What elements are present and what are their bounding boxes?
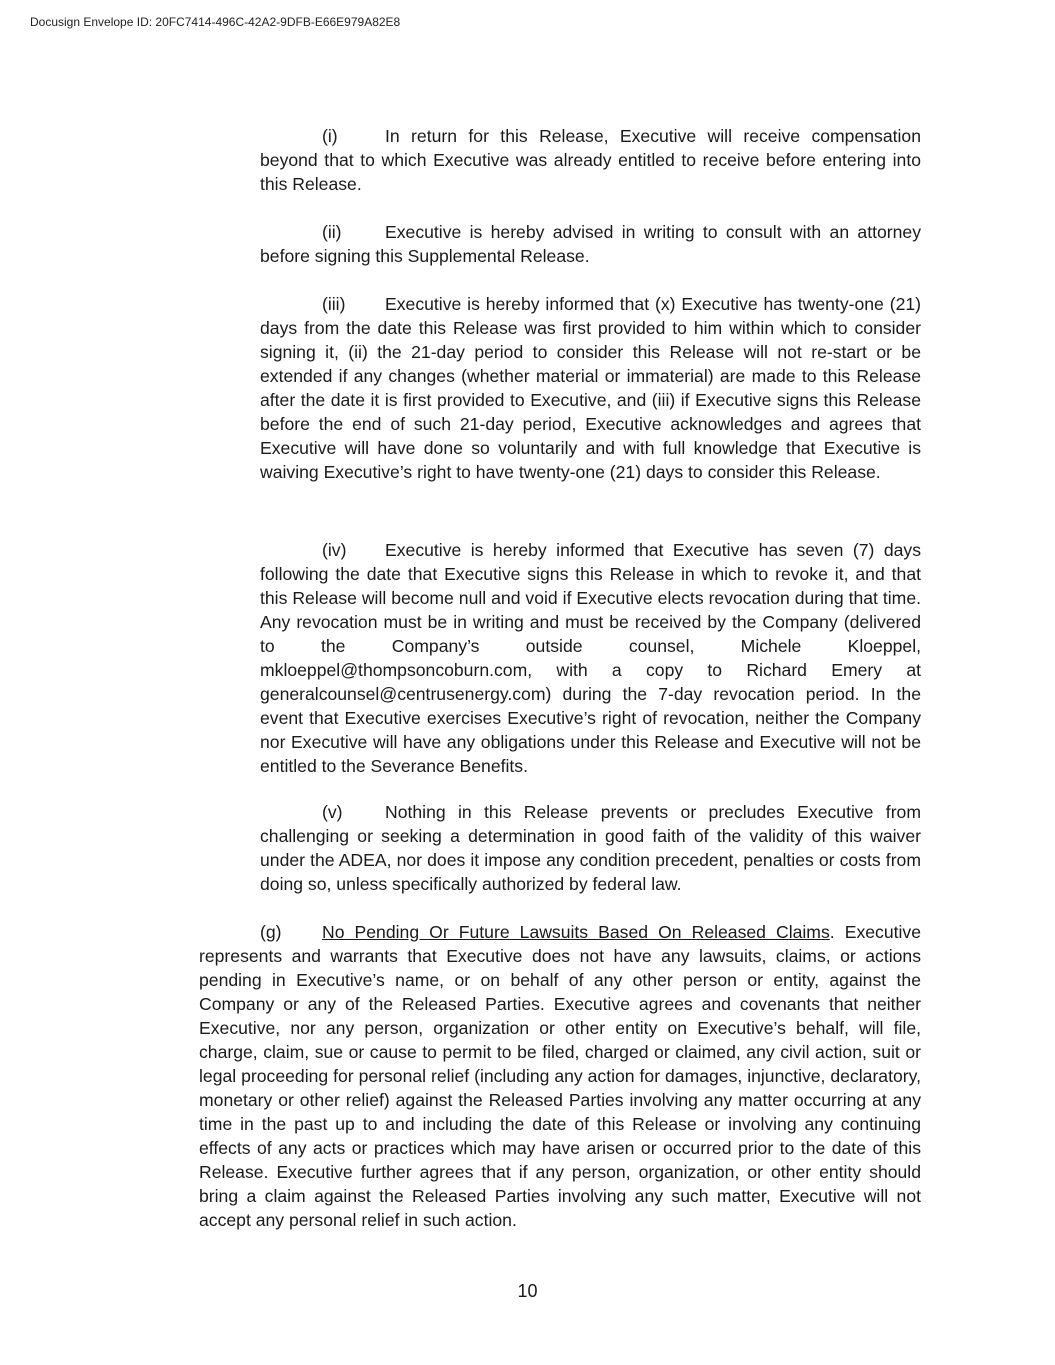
paragraph-i: [260, 124, 921, 196]
paragraph-v-text: Nothing in this Release prevents or precludes Executive from challenging or seeking a determination in good faith of the validity of this waiver under the ADEA, nor does it impose any condition precedent, penalties or costs from doing so, unless specifically authorized by federal law.: [260, 802, 921, 894]
section-g-text: . Executive represents and warrants that Executive does not have any lawsuits, claims, or actions pending in Executive’s name, or on behalf of any other person or entity, against the Company or any of the Released Parties. Executive agrees and covenants that neither Executive, nor any person, organization or other entity on Executive’s behalf, will file, charge, claim, sue or cause to permit to be filed, charged or claimed, any civil action, suit or legal proceeding for personal relief (including any action for damages, injunctive, declaratory, monetary or other relief) against the Released Parties involving any matter occurring at any time in the past up to and including the date of this Release or involving any continuing effects of any acts or practices which may have arisen or occurred prior to the date of this Release. Executive further agrees that if any person, organization, or other entity should bring a claim against the Released Parties involving any such matter, Executive will not accept any personal relief in such action.: [199, 922, 921, 1230]
section-g: [199, 920, 921, 1232]
paragraph-iii: [260, 292, 921, 484]
paragraph-v: [260, 800, 921, 896]
paragraph-iv-text: Executive is hereby informed that Executive has seven (7) days following the date that Executive signs this Release in which to revoke it, and that this Release will become null and void if Executive elects revocation during that time. Any revocation must be in writing and must be received by the Company (delivered to the Company’s outside counsel, Michele Kloeppel, mkloeppel@thompsoncoburn.com, with a copy to Richard Emery at generalcounsel@centrusenergy.com) during the 7-day revocation period. In the event that Executive exercises Executive’s right of revocation, neither the Company nor Executive will have any obligations under this Release and Executive will not be entitled to the Severance Benefits.: [260, 540, 921, 776]
paragraph-iv: [260, 538, 921, 778]
docusign-envelope-id: Docusign Envelope ID: 20FC7414-496C-42A2-9DFB-E66E979A82E8: [30, 15, 401, 29]
paragraph-iv-label: (iv): [322, 540, 347, 560]
paragraph-iii-text: Executive is hereby informed that (x) Executive has twenty-one (21) days from the date this Release was first provided to him within which to consider signing it, (ii) the 21-day period to consider this Release will not re-start or be extended if any changes (whether material or immaterial) are made to this Release after the date it is first provided to Executive, and (iii) if Executive signs this Release before the end of such 21-day period, Executive acknowledges and agrees that Executive will have done so voluntarily and with full knowledge that Executive is waiving Executive’s right to have twenty-one (21) days to consider this Release.: [260, 294, 921, 482]
paragraph-i-label: (i): [322, 126, 338, 146]
paragraph-ii-label: (ii): [322, 222, 342, 242]
paragraph-v-label: (v): [322, 802, 343, 822]
paragraph-iii-label: (iii): [322, 294, 346, 314]
page-number: 10: [517, 1281, 538, 1301]
paragraph-ii: [260, 220, 921, 268]
section-g-heading: No Pending Or Future Lawsuits Based On Released Claims: [322, 922, 830, 942]
paragraph-i-text: In return for this Release, Executive will receive compensation beyond that to which Executive was already entitled to receive before entering into this Release.: [260, 126, 921, 194]
paragraph-ii-text: Executive is hereby advised in writing to consult with an attorney before signing this Supplemental Release.: [260, 222, 921, 266]
section-g-label: (g): [260, 922, 282, 942]
